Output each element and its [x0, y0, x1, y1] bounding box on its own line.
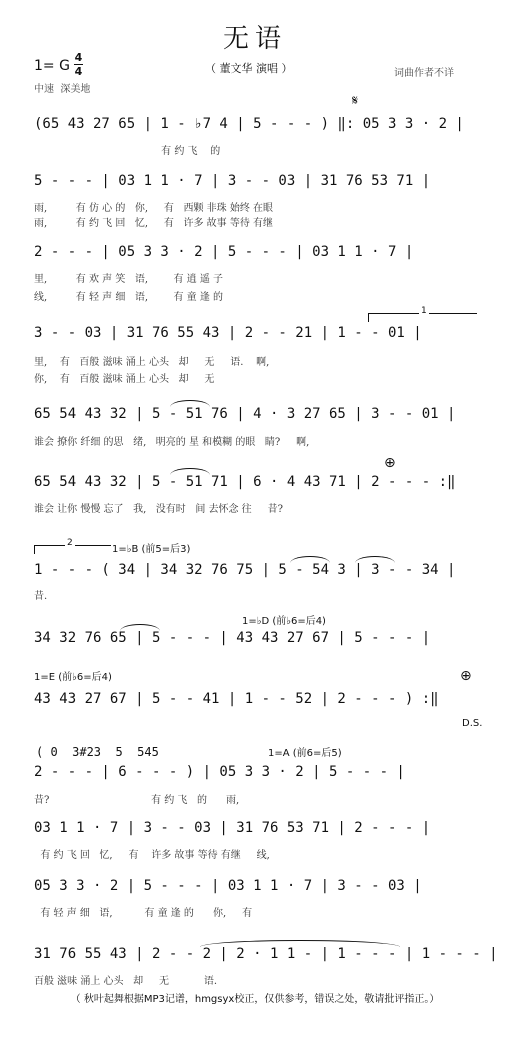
- modulation-a: 1=A (前6=后5): [268, 748, 342, 759]
- row-10-notes: 2 - - - | 6 - - - ) | 05 3 3 · 2 | 5 - - - |: [34, 764, 405, 780]
- ds-mark: D.S.: [462, 718, 483, 729]
- row-3-notes: 2 - - - | 05 3 3 · 2 | 5 - - - | 03 1 1 · 7 |: [34, 244, 414, 260]
- row-1-notes: (65 43 27 65 | 1 - ♭7 4 | 5 - - - ) ‖: 05 3 3 · 2 |: [34, 116, 464, 132]
- row-4-notes: 3 - - 03 | 31 76 55 43 | 2 - - 21 | 1 - - 01 |: [34, 325, 422, 341]
- modulation-b: 1=♭B (前5=后3): [112, 544, 191, 555]
- coda-sign: ⊕: [384, 455, 396, 471]
- row-5-lyric-1: 谁会 撩你 纤细 的思 绪, 明亮的 星 和模糊 的眼 睛? 啊,: [34, 437, 310, 448]
- slur: [290, 556, 330, 563]
- slur: [355, 556, 395, 563]
- row-6-lyric-1: 谁会 让你 慢慢 忘了 我, 没有时 间 去怀念 往 昔?: [34, 504, 283, 515]
- row-2-lyric-1: 雨, 有 仿 心 的 你, 有 西颗 非珠 始终 在眼: [34, 203, 274, 214]
- row-9-notes: 43 43 27 67 | 5 - - 41 | 1 - - 52 | 2 - - - ) :‖: [34, 691, 439, 707]
- slur: [170, 400, 210, 407]
- row-12-lyric-1: 有 轻 声 细 语, 有 童 逢 的 你, 有: [34, 908, 253, 919]
- volta-1: 1: [368, 313, 477, 322]
- row-10-lyric-1: 昔? 有 约 飞 的 雨,: [34, 795, 240, 806]
- row-8-notes: 34 32 76 65 | 5 - - - | 43 43 27 67 | 5 - - - |: [34, 630, 431, 646]
- time-top: 4: [74, 51, 83, 64]
- row-6-notes: 65 54 43 32 | 5 - 51 71 | 6 · 4 43 71 | 2 - - - :‖: [34, 474, 456, 490]
- row-1-lyric: 有 约 飞 的: [34, 146, 221, 157]
- tempo-marking: 中速 深美地: [34, 84, 91, 95]
- segno-sign: 𝄋: [352, 93, 359, 109]
- modulation-d: 1=♭D (前♭6=后4): [242, 616, 326, 627]
- grace-notes: ( 0 3#23 5 545: [36, 745, 159, 759]
- row-7-lyric-1: 昔.: [34, 591, 48, 602]
- row-11-lyric-1: 有 约 飞 回 忆, 有 许多 故事 等待 有继 线,: [34, 850, 270, 861]
- row-12-notes: 05 3 3 · 2 | 5 - - - | 03 1 1 · 7 | 3 - - 03 |: [34, 878, 422, 894]
- song-title: 无语: [222, 24, 287, 54]
- slur: [200, 940, 400, 947]
- row-13-notes: 31 76 55 43 | 2 - - 2 | 2 · 1 1 - | 1 - - - | 1 - - - |: [34, 946, 498, 962]
- row-13-lyric-1: 百般 滋味 涌上 心头 却 无 语.: [34, 976, 218, 987]
- row-3-lyric-2: 线, 有 轻 声 细 语, 有 童 逢 的: [34, 292, 224, 303]
- key-signature: 1= G: [34, 58, 70, 74]
- row-2-notes: 5 - - - | 03 1 1 · 7 | 3 - - 03 | 31 76 53 71 |: [34, 173, 431, 189]
- row-4-lyric-1: 里, 有 百般 滋味 涌上 心头 却 无 语. 啊,: [34, 357, 270, 368]
- row-3-lyric-1: 里, 有 欢 声 笑 语, 有 逍 遥 子: [34, 274, 224, 285]
- slur: [120, 624, 160, 631]
- time-signature: [74, 52, 83, 77]
- slur: [170, 468, 210, 475]
- row-2-lyric-2: 雨, 有 约 飞 回 忆, 有 许多 故事 等待 有继: [34, 218, 274, 229]
- modulation-e: 1=E (前♭6=后4): [34, 672, 112, 683]
- row-5-notes: 65 54 43 32 | 5 - 51 76 | 4 · 3 27 65 | 3 - - 01 |: [34, 406, 456, 422]
- coda-sign-2: ⊕: [460, 668, 472, 684]
- row-4-lyric-2: 你, 有 百般 滋味 涌上 心头 却 无: [34, 374, 215, 385]
- time-bottom: 4: [74, 65, 83, 78]
- volta-2: 2: [34, 545, 111, 554]
- singer: （ 董文华 演唱 ）: [205, 62, 293, 75]
- row-11-notes: 03 1 1 · 7 | 3 - - 03 | 31 76 53 71 | 2 - - - |: [34, 820, 431, 836]
- row-7-notes: 1 - - - ( 34 | 34 32 76 75 | 5 - 54 3 | 3 - - 34 |: [34, 562, 456, 578]
- footer-note: （ 秋叶起舞根据MP3记谱，hmgsyx校正，仅供参考，错误之处，敬请批评指正。）: [70, 994, 440, 1005]
- credit: 词曲作者不详: [394, 68, 454, 79]
